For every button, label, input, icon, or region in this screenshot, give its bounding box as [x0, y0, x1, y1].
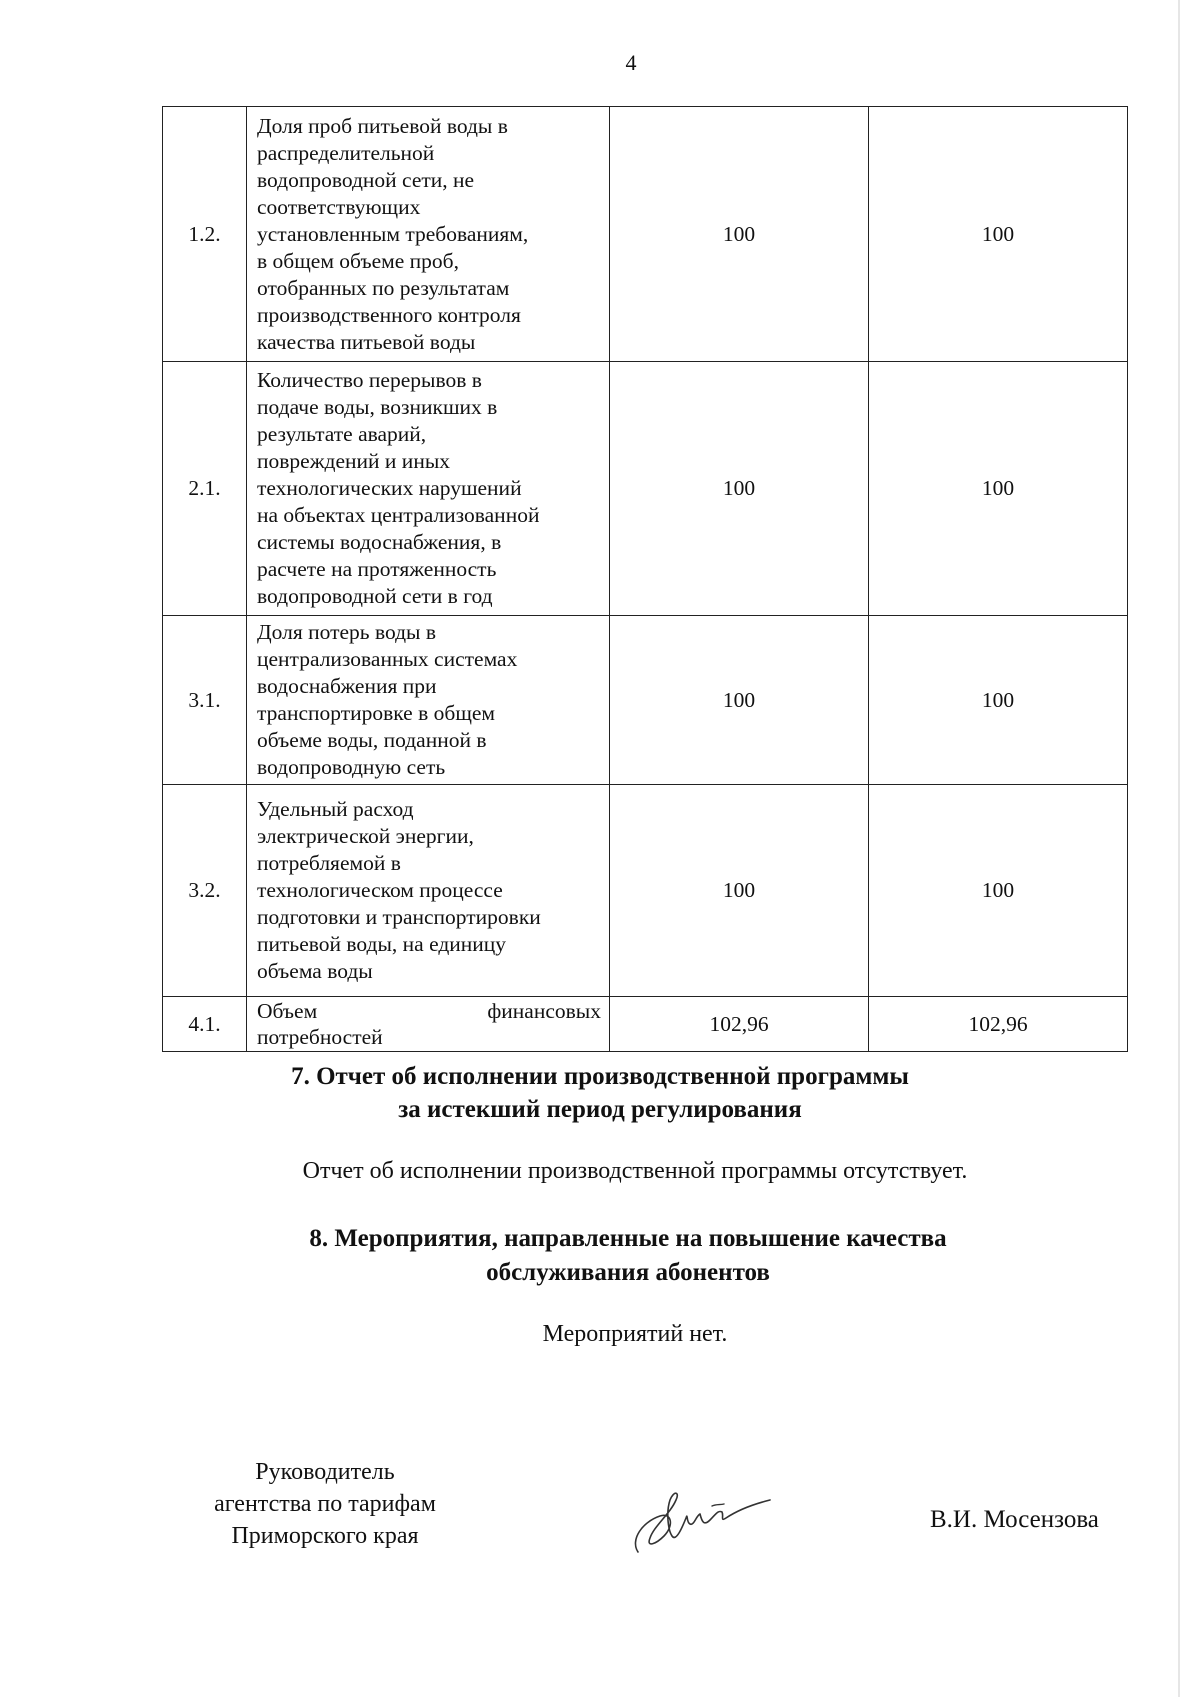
table-row [163, 616, 1128, 785]
section7-text: Отчет об исполнении производственной программы отсутствует. [302, 1158, 968, 1184]
row-description [247, 785, 610, 997]
description-line: системы водоснабжения, в [257, 530, 502, 554]
description-line: качества питьевой воды [257, 329, 476, 354]
row-value-1: 100 [610, 616, 869, 785]
description-line: централизованных системах [257, 647, 518, 671]
section8-heading-line2: обслуживания абонентов [486, 1259, 770, 1286]
description-line: Объем финансовых [257, 999, 601, 1023]
description-line: объема воды [257, 959, 373, 983]
row-value-2: 100 [869, 785, 1128, 997]
section8-heading-line1: 8. Мероприятия, направленные на повышение качества [309, 1225, 947, 1252]
row-description [247, 107, 610, 362]
description-line: потребляемой в [257, 851, 401, 875]
description-line: Количество перерывов в [257, 368, 482, 392]
description-line: питьевой воды, на единицу [257, 932, 507, 956]
description-line: отобранных по результатам [257, 275, 510, 300]
table-row [163, 997, 1128, 1052]
signer-title-line: Руководитель [255, 1459, 395, 1485]
description-line: объеме воды, поданной в [257, 728, 487, 752]
row-value-2: 100 [869, 107, 1128, 362]
row-value-1: 102,96 [610, 997, 869, 1052]
description-line: соответствующих [257, 194, 421, 219]
section8-text: Мероприятий нет. [542, 1321, 728, 1347]
description-line: водоснабжения при [257, 674, 437, 698]
row-value-1: 100 [610, 785, 869, 997]
row-number: 2.1. [163, 362, 247, 616]
description-line: транспортировке в общем [257, 701, 496, 725]
description-line: в общем объеме проб, [257, 248, 459, 273]
row-value-1: 100 [610, 362, 869, 616]
description-line: производственного контроля [257, 302, 521, 327]
row-value-2: 100 [869, 362, 1128, 616]
description-line: Удельный расход [257, 797, 414, 821]
row-number: 3.2. [163, 785, 247, 997]
table-row [163, 107, 1128, 362]
table-row [163, 785, 1128, 997]
row-number: 4.1. [163, 997, 247, 1052]
description-line: подготовки и транспортировки [257, 905, 541, 929]
signer-name: В.И. Мосензова [930, 1506, 1099, 1533]
section7-heading-line1: 7. Отчет об исполнении производственной программы [291, 1063, 909, 1090]
description-line: технологических нарушений [257, 476, 522, 500]
signer-title-line: агентства по тарифам [214, 1491, 436, 1517]
row-description [247, 997, 610, 1052]
description-line: расчете на протяженность [257, 557, 497, 581]
table-body [163, 107, 1128, 1052]
description-line: повреждений и иных [257, 449, 451, 473]
description-line: электрической энергии, [257, 824, 474, 848]
description-line: на объектах централизованной [257, 503, 540, 527]
row-description [247, 616, 610, 785]
indicators-table [162, 106, 1128, 1052]
row-value-1: 100 [610, 107, 869, 362]
row-number: 3.1. [163, 616, 247, 785]
table-row [163, 362, 1128, 616]
description-line: результате аварий, [257, 422, 427, 446]
section7-heading-line2: за истекший период регулирования [398, 1096, 802, 1123]
row-value-2: 100 [869, 616, 1128, 785]
description-line: распределительной [257, 140, 435, 165]
description-line: технологическом процессе [257, 878, 503, 902]
description-line: потребностей [257, 1025, 383, 1049]
signer-title-line: Приморского края [231, 1523, 419, 1549]
page-number: 4 [625, 50, 637, 75]
row-number: 1.2. [163, 107, 247, 362]
signer-title [155, 1456, 495, 1552]
description-line: Доля проб питьевой воды в [257, 113, 508, 138]
row-value-2: 102,96 [869, 997, 1128, 1052]
handwritten-signature [620, 1470, 780, 1570]
description-line: подаче воды, возникших в [257, 395, 498, 419]
description-line: водопроводную сеть [257, 755, 446, 779]
scan-edge-line [1178, 0, 1180, 1697]
description-line: водопроводной сети, не [257, 167, 475, 192]
row-description [247, 362, 610, 616]
description-line: установленным требованиям, [257, 221, 529, 246]
description-line: Доля потерь воды в [257, 620, 437, 644]
description-line: водопроводной сети в год [257, 584, 493, 608]
